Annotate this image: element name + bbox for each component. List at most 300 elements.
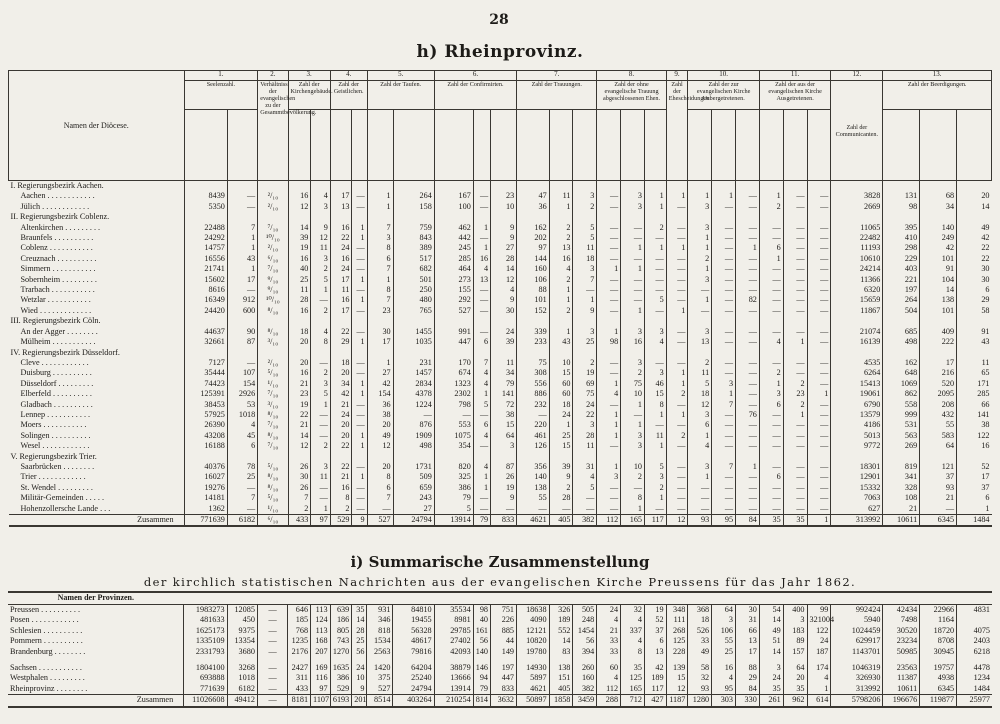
- diocese-cell: [227, 452, 257, 462]
- diocese-cell: —: [807, 327, 831, 337]
- diocese-total-cell: 4621: [517, 515, 550, 527]
- diocese-cell: —: [783, 285, 807, 295]
- diocese-name: Altenkirchen . . . . . . . . .: [20, 222, 101, 232]
- diocese-cell: —: [712, 504, 736, 515]
- diocese-cell: 27: [491, 243, 517, 253]
- diocese-cell: 6: [759, 472, 783, 482]
- diocese-cell: —: [807, 233, 831, 243]
- diocese-cell: —: [473, 202, 490, 212]
- diocese-cell: 5: [573, 483, 597, 493]
- diocese-cell: ⁹/₁₀: [258, 275, 288, 285]
- diocese-cell: 7: [367, 264, 393, 274]
- diocese-cell: 21: [920, 493, 957, 503]
- diocese-cell: 4: [759, 337, 783, 347]
- diocese-cell: —: [807, 358, 831, 368]
- diocese-cell: 11: [311, 472, 331, 482]
- diocese-cell: 6: [759, 400, 783, 410]
- diocese-cell: 432: [920, 410, 957, 420]
- province-cell: 49: [688, 647, 712, 658]
- diocese-total-cell: 112: [597, 515, 621, 527]
- province-cell: 2403: [957, 636, 992, 647]
- diocese-cell: 17: [227, 275, 257, 285]
- diocese-total-cell: 35: [759, 515, 783, 527]
- province-cell: 33: [597, 636, 621, 647]
- diocese-cell: —: [688, 493, 712, 503]
- province-cell: 64: [712, 604, 736, 615]
- diocese-cell: 659: [393, 483, 434, 493]
- diocese-cell: 17: [957, 472, 992, 482]
- diocese-cell: 57925: [184, 410, 227, 420]
- province-cell: 394: [573, 647, 597, 658]
- diocese-cell: —: [759, 358, 783, 368]
- diocese-cell: 232: [517, 400, 550, 410]
- diocese-cell: 386: [434, 483, 473, 493]
- diocese-cell: —: [783, 243, 807, 253]
- diocese-cell: [736, 348, 760, 358]
- diocese-cell: 685: [883, 327, 920, 337]
- diocese-cell: —: [688, 504, 712, 515]
- diocese-cell: 79: [491, 379, 517, 389]
- diocese-row: [9, 358, 992, 368]
- diocese-cell: [517, 212, 550, 222]
- province-total-cell: 261: [759, 695, 783, 707]
- diocese-cell: 11: [645, 431, 667, 441]
- diocese-cell: 328: [883, 483, 920, 493]
- diocese-cell: 843: [393, 233, 434, 243]
- province-cell: 10: [352, 673, 367, 684]
- diocese-cell: 7: [288, 493, 311, 503]
- province-cell: 35: [759, 684, 783, 695]
- diocese-cell: —: [393, 410, 434, 420]
- diocese-cell: 1: [688, 295, 712, 305]
- diocese-cell: 22488: [184, 223, 227, 233]
- diocese-cell: 37: [957, 483, 992, 493]
- province-cell: 375: [367, 673, 393, 684]
- diocese-cell: —: [666, 337, 688, 347]
- diocese-cell: 3: [759, 389, 783, 399]
- diocese-row: [9, 275, 992, 285]
- diocese-cell: 886: [517, 389, 550, 399]
- diocese-cell: [434, 181, 473, 192]
- diocese-cell: 2: [549, 306, 573, 316]
- diocese-cell: 24: [573, 400, 597, 410]
- diocese-cell: 11: [549, 191, 573, 201]
- diocese-cell: [883, 212, 920, 222]
- diocese-cell: [473, 348, 490, 358]
- province-cell: 186: [330, 615, 352, 626]
- diocese-cell: 98: [883, 202, 920, 212]
- diocese-cell: [807, 212, 831, 222]
- province-total-cell: 1187: [666, 695, 688, 707]
- diocese-cell: 14: [288, 431, 311, 441]
- diocese-cell: 6: [367, 483, 393, 493]
- diocese-cell: —: [597, 233, 621, 243]
- diocese-total-label: Zusammen: [9, 515, 185, 527]
- diocese-cell: 24: [491, 327, 517, 337]
- province-cell: 89: [783, 636, 807, 647]
- diocese-cell: [473, 316, 490, 326]
- province-total-cell: 49412: [227, 695, 257, 707]
- diocese-cell: 3: [367, 233, 393, 243]
- diocese-cell: 7063: [831, 493, 883, 503]
- diocese-total-cell: 6345: [920, 515, 957, 527]
- diocese-cell: —: [712, 327, 736, 337]
- province-cell: 505: [573, 604, 597, 615]
- diocese-cell: 3: [688, 202, 712, 212]
- diocese-cell: —: [473, 410, 490, 420]
- diocese-cell: 15413: [831, 379, 883, 389]
- diocese-cell: 1075: [434, 431, 473, 441]
- diocese-cell: 15602: [184, 275, 227, 285]
- diocese-cell: 1: [352, 275, 367, 285]
- diocese-cell: —: [736, 233, 760, 243]
- diocese-cell: 8616: [184, 285, 227, 295]
- diocese-cell: [597, 181, 621, 192]
- diocese-cell: 583: [920, 431, 957, 441]
- diocese-cell: 221: [883, 275, 920, 285]
- diocese-cell: 1: [621, 420, 645, 430]
- diocese-cell: [783, 452, 807, 462]
- diocese-cell: —: [712, 420, 736, 430]
- province-cell: 771639: [184, 684, 227, 695]
- diocese-cell: 16: [288, 191, 311, 201]
- diocese-cell: [807, 316, 831, 326]
- province-cell: 32: [621, 604, 645, 615]
- diocese-cell: 2: [549, 275, 573, 285]
- diocese-cell: 798: [434, 400, 473, 410]
- diocese-row: [9, 420, 992, 430]
- diocese-cell: 17: [330, 191, 352, 201]
- diocese-cell: [736, 181, 760, 192]
- province-cell: 17: [735, 647, 759, 658]
- province-cell: 526: [688, 626, 712, 637]
- diocese-cell: —: [783, 223, 807, 233]
- province-cell: 33: [688, 636, 712, 647]
- diocese-cell: —: [712, 233, 736, 243]
- diocese-cell: 1: [688, 243, 712, 253]
- diocese-cell: 1: [666, 243, 688, 253]
- diocese-cell: ²/₁₀: [258, 243, 288, 253]
- diocese-cell: [517, 348, 550, 358]
- diocese-cell: —: [783, 472, 807, 482]
- province-cell: 4478: [957, 663, 992, 674]
- diocese-cell: 36: [367, 400, 393, 410]
- diocese-cell: 43: [549, 337, 573, 347]
- province-cell: 481633: [184, 615, 227, 626]
- province-cell: 160: [573, 673, 597, 684]
- diocese-cell: ²/₁₀: [258, 191, 288, 201]
- diocese-cell: —: [666, 264, 688, 274]
- diocese-cell: —: [736, 483, 760, 493]
- diocese-cell: —: [783, 420, 807, 430]
- diocese-cell: [621, 348, 645, 358]
- diocese-cell: [831, 452, 883, 462]
- diocese-cell: [184, 316, 227, 326]
- diocese-cell: —: [621, 295, 645, 305]
- diocese-cell: 2: [759, 202, 783, 212]
- diocese-cell: —: [712, 285, 736, 295]
- diocese-cell: —: [736, 431, 760, 441]
- diocese-cell: [473, 181, 490, 192]
- diocese-cell: —: [807, 191, 831, 201]
- diocese-name: Simmern . . . . . . . . . . .: [20, 264, 96, 274]
- diocese-name: Cleve . . . . . . . . . . . .: [20, 357, 89, 367]
- diocese-cell: —: [666, 504, 688, 515]
- diocese-total-cell: 84: [736, 515, 760, 527]
- diocese-cell: —: [666, 223, 688, 233]
- diocese-cell: [645, 452, 667, 462]
- diocese-cell: 3: [621, 358, 645, 368]
- province-cell: 40: [473, 615, 490, 626]
- diocese-cell: 9: [573, 306, 597, 316]
- province-cell: 29: [735, 673, 759, 684]
- diocese-cell: —: [517, 504, 550, 515]
- diocese-cell: 3: [573, 191, 597, 201]
- province-cell: [957, 615, 992, 626]
- diocese-cell: 15: [549, 441, 573, 451]
- diocese-cell: —: [783, 462, 807, 472]
- diocese-cell: 1731: [393, 462, 434, 472]
- diocese-cell: 3: [311, 254, 331, 264]
- diocese-cell: 4: [573, 472, 597, 482]
- diocese-cell: 60: [549, 379, 573, 389]
- province-cell: 99: [807, 604, 831, 615]
- diocese-cell: 16: [330, 295, 352, 305]
- diocese-cell: 4: [473, 431, 490, 441]
- diocese-row: [9, 337, 992, 347]
- province-cell: 197: [491, 663, 517, 674]
- province-total-cell: 210254: [434, 695, 473, 707]
- diocese-cell: —: [736, 400, 760, 410]
- diocese-cell: 325: [434, 472, 473, 482]
- province-cell: —: [257, 604, 287, 615]
- diocese-cell: —: [712, 243, 736, 253]
- province-cell: 1: [807, 684, 831, 695]
- diocese-cell: [688, 181, 712, 192]
- diocese-cell: 243: [393, 493, 434, 503]
- diocese-cell: —: [712, 483, 736, 493]
- diocese-cell: 8: [367, 472, 393, 482]
- diocese-cell: 3: [688, 410, 712, 420]
- diocese-cell: —: [645, 254, 667, 264]
- province-name: Schlesien . . . . . . . . . .: [10, 625, 83, 635]
- diocese-cell: 1: [645, 441, 667, 451]
- diocese-cell: 16: [473, 254, 490, 264]
- header-c9: Zahl der Ehescheidungen.: [666, 81, 688, 181]
- province-cell: 161: [473, 626, 490, 637]
- diocese-cell: —: [759, 275, 783, 285]
- province-cell: 9375: [227, 626, 257, 637]
- diocese-cell: 138: [517, 483, 550, 493]
- diocese-cell: —: [352, 264, 367, 274]
- diocese-cell: 2: [688, 358, 712, 368]
- diocese-row: [9, 233, 992, 243]
- diocese-cell: 10610: [831, 254, 883, 264]
- diocese-cell: —: [352, 483, 367, 493]
- diocese-cell: 11: [288, 285, 311, 295]
- diocese-total-cell: 9: [352, 515, 367, 527]
- province-cell: 646: [288, 604, 311, 615]
- diocese-cell: —: [736, 337, 760, 347]
- diocese-cell: [920, 316, 957, 326]
- diocese-cell: —: [597, 295, 621, 305]
- diocese-cell: 2: [330, 504, 352, 515]
- diocese-cell: 7: [712, 400, 736, 410]
- diocese-cell: 36: [517, 202, 550, 212]
- diocese-cell: —: [645, 285, 667, 295]
- diocese-cell: [352, 452, 367, 462]
- diocese-cell: 1: [573, 295, 597, 305]
- province-cell: 79816: [393, 647, 434, 658]
- diocese-cell: 47: [517, 191, 550, 201]
- diocese-row: [9, 223, 992, 233]
- diocese-cell: 1: [597, 420, 621, 430]
- diocese-cell: 91: [957, 327, 992, 337]
- diocese-cell: —: [473, 285, 490, 295]
- province-cell: 18638: [517, 604, 550, 615]
- diocese-cell: 40: [288, 264, 311, 274]
- diocese-cell: —: [736, 368, 760, 378]
- diocese-cell: 74423: [184, 379, 227, 389]
- province-cell: 42434: [883, 604, 920, 615]
- province-cell: 447: [491, 673, 517, 684]
- diocese-cell: 19: [491, 483, 517, 493]
- diocese-cell: 2: [645, 483, 667, 493]
- province-total-cell: 8514: [367, 695, 393, 707]
- province-cell: 11387: [883, 673, 920, 684]
- diocese-cell: 75: [621, 379, 645, 389]
- province-cell: 8981: [434, 615, 473, 626]
- diocese-cell: 37: [920, 472, 957, 482]
- diocese-cell: 78: [227, 462, 257, 472]
- province-cell: 629917: [831, 636, 883, 647]
- diocese-total-cell: 10611: [883, 515, 920, 527]
- province-cell: 368: [688, 604, 712, 615]
- diocese-cell: 556: [517, 379, 550, 389]
- province-cell: 138: [549, 663, 573, 674]
- diocese-cell: [883, 348, 920, 358]
- diocese-cell: 8: [367, 243, 393, 253]
- diocese-cell: 60: [549, 389, 573, 399]
- diocese-cell: 1: [666, 306, 688, 316]
- diocese-cell: 2: [759, 368, 783, 378]
- diocese-cell: 912: [227, 295, 257, 305]
- diocese-cell: 15332: [831, 483, 883, 493]
- province-cell: 1635: [330, 663, 352, 674]
- province-cell: 139: [666, 663, 688, 674]
- province-cell: 3680: [227, 647, 257, 658]
- diocese-cell: ⁷/₁₀: [258, 441, 288, 451]
- diocese-total-cell: 405: [549, 515, 573, 527]
- diocese-cell: 42: [367, 379, 393, 389]
- diocese-cell: —: [807, 264, 831, 274]
- province-cell: 450: [227, 615, 257, 626]
- province-cell: 4: [597, 673, 621, 684]
- diocese-cell: [491, 316, 517, 326]
- diocese-cell: —: [736, 275, 760, 285]
- diocese-cell: 27: [393, 504, 434, 515]
- diocese-cell: 1: [712, 389, 736, 399]
- diocese-cell: 3828: [831, 191, 883, 201]
- diocese-cell: [330, 212, 352, 222]
- diocese-cell: [288, 212, 311, 222]
- diocese-cell: [367, 212, 393, 222]
- diocese-cell: —: [227, 202, 257, 212]
- diocese-cell: 152: [517, 306, 550, 316]
- diocese-name: Düsseldorf . . . . . . . . .: [20, 378, 94, 388]
- diocese-name: Coblenz . . . . . . . . . . .: [20, 243, 93, 253]
- diocese-cell: —: [352, 410, 367, 420]
- province-cell: 16: [712, 663, 736, 674]
- diocese-cell: 208: [920, 400, 957, 410]
- province-cell: 168: [311, 636, 331, 647]
- diocese-cell: 2302: [434, 389, 473, 399]
- diocese-cell: 229: [883, 254, 920, 264]
- province-total-cell: 403264: [393, 695, 434, 707]
- diocese-cell: 21: [288, 420, 311, 430]
- diocese-cell: 1: [367, 191, 393, 201]
- diocese-cell: [597, 316, 621, 326]
- diocese-cell: 9: [491, 295, 517, 305]
- diocese-cell: —: [783, 358, 807, 368]
- diocese-cell: 34: [491, 368, 517, 378]
- diocese-cell: 17: [330, 275, 352, 285]
- diocese-cell: 480: [393, 295, 434, 305]
- diocese-cell: 285: [957, 389, 992, 399]
- diocese-cell: —: [666, 472, 688, 482]
- diocese-cell: 410: [883, 233, 920, 243]
- diocese-cell: ⁷/₁₀: [258, 223, 288, 233]
- diocese-cell: 3: [688, 327, 712, 337]
- diocese-cell: 1: [549, 420, 573, 430]
- province-total-cell: 196676: [883, 695, 920, 707]
- diocese-cell: 7: [573, 275, 597, 285]
- diocese-cell: 16: [330, 223, 352, 233]
- diocese-cell: 7: [227, 493, 257, 503]
- diocese-cell: —: [783, 327, 807, 337]
- diocese-cell: 1: [549, 285, 573, 295]
- header-num-7: 7.: [517, 71, 597, 81]
- diocese-cell: 6: [688, 420, 712, 430]
- diocese-cell: 1: [352, 295, 367, 305]
- diocese-cell: [184, 212, 227, 222]
- province-cell: 14: [352, 615, 367, 626]
- diocese-cell: 25: [573, 337, 597, 347]
- province-cell: 818: [367, 626, 393, 637]
- diocese-cell: [712, 452, 736, 462]
- diocese-cell: —: [597, 223, 621, 233]
- diocese-cell: 43: [227, 254, 257, 264]
- diocese-cell: [227, 348, 257, 358]
- diocese-cell: 24420: [184, 306, 227, 316]
- diocese-cell: —: [597, 191, 621, 201]
- diocese-cell: —: [759, 431, 783, 441]
- province-cell: 326930: [831, 673, 883, 684]
- diocese-cell: [736, 316, 760, 326]
- diocese-cell: —: [597, 483, 621, 493]
- diocese-cell: 3: [573, 420, 597, 430]
- diocese-cell: ³/₁₀: [258, 400, 288, 410]
- diocese-cell: [957, 181, 992, 192]
- province-cell: 5940: [831, 615, 883, 626]
- province-cell: 165: [621, 684, 645, 695]
- province-cell: 833: [491, 684, 517, 695]
- province-cell: 58: [688, 663, 712, 674]
- diocese-cell: 991: [434, 327, 473, 337]
- diocese-cell: 21: [330, 400, 352, 410]
- diocese-cell: 170: [434, 358, 473, 368]
- province-cell: 187: [807, 647, 831, 658]
